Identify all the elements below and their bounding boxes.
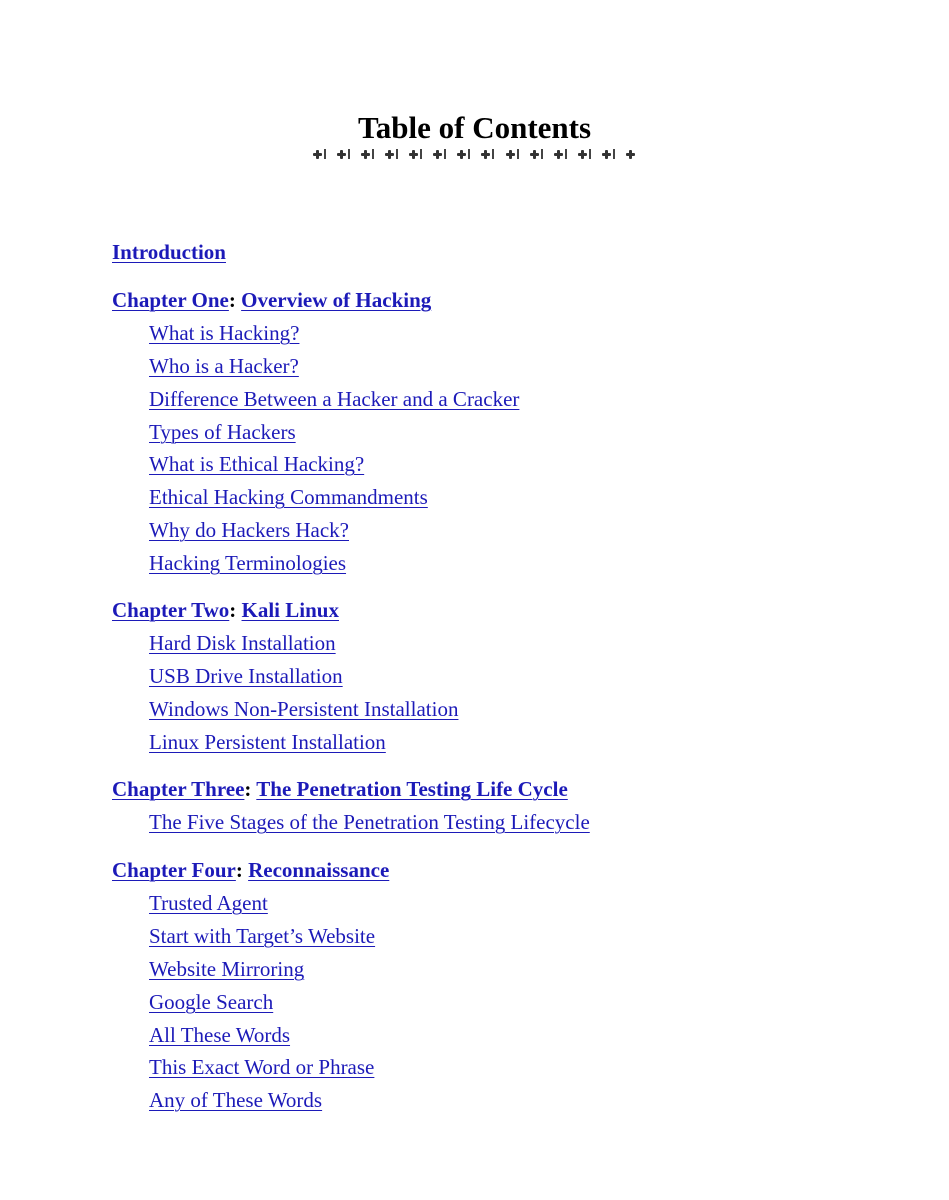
link-linux-persistent-installation[interactable]: Linux Persistent Installation: [149, 730, 386, 754]
link-chapter-one-label[interactable]: Chapter One: [112, 288, 229, 312]
toc-section: [149, 1021, 290, 1049]
link-chapter-two-title[interactable]: Kali Linux: [241, 598, 339, 622]
toc-section: [149, 1053, 374, 1081]
link-hard-disk-installation[interactable]: Hard Disk Installation: [149, 631, 336, 655]
toc-chapter-one: [112, 286, 431, 314]
toc-section: [149, 728, 386, 756]
link-start-with-targets-website[interactable]: Start with Target’s Website: [149, 924, 376, 948]
toc-section: [149, 450, 364, 478]
link-chapter-three-label[interactable]: Chapter Three: [112, 777, 245, 801]
toc-chapter-three: [112, 775, 568, 803]
toc-entry-introduction: [112, 238, 226, 266]
link-what-is-hacking[interactable]: What is Hacking?: [149, 321, 300, 345]
toc-section: [149, 418, 296, 446]
link-windows-non-persistent-installation[interactable]: Windows Non-Persistent Installation: [149, 697, 459, 721]
link-this-exact-word-or-phrase[interactable]: This Exact Word or Phrase: [149, 1055, 375, 1079]
toc-section: [149, 629, 336, 657]
link-introduction[interactable]: Introduction: [112, 240, 226, 264]
toc-section: [149, 319, 299, 347]
link-chapter-two-label[interactable]: Chapter Two: [112, 598, 230, 622]
toc-section: [149, 889, 268, 917]
toc-section: [149, 922, 375, 950]
link-chapter-one-title[interactable]: Overview of Hacking: [241, 288, 432, 312]
toc-section: [149, 955, 304, 983]
link-chapter-three-title[interactable]: The Penetration Testing Life Cycle: [256, 777, 568, 801]
chapter-separator: :: [229, 598, 237, 622]
toc-section: [149, 549, 346, 577]
link-google-search[interactable]: Google Search: [149, 990, 274, 1014]
link-five-stages-lifecycle[interactable]: The Five Stages of the Penetration Testing Lifecycle: [149, 810, 590, 834]
link-who-is-a-hacker[interactable]: Who is a Hacker?: [149, 354, 299, 378]
link-chapter-four-label[interactable]: Chapter Four: [112, 858, 236, 882]
toc-section: [149, 352, 299, 380]
link-why-do-hackers-hack[interactable]: Why do Hackers Hack?: [149, 518, 349, 542]
toc-section: [149, 516, 349, 544]
toc-section: [149, 988, 273, 1016]
link-hacker-vs-cracker[interactable]: Difference Between a Hacker and a Cracker: [149, 387, 520, 411]
toc-chapter-four: [112, 856, 389, 884]
link-what-is-ethical-hacking[interactable]: What is Ethical Hacking?: [149, 452, 365, 476]
link-any-of-these-words[interactable]: Any of These Words: [149, 1088, 323, 1112]
chapter-separator: :: [235, 858, 243, 882]
chapter-separator: :: [244, 777, 252, 801]
link-all-these-words[interactable]: All These Words: [149, 1023, 291, 1047]
chapter-separator: :: [228, 288, 236, 312]
page-title: Table of Contents: [357, 110, 592, 145]
toc-section: [149, 1086, 322, 1114]
link-usb-drive-installation[interactable]: USB Drive Installation: [149, 664, 343, 688]
toc-section: [149, 385, 519, 413]
toc-section: [149, 662, 343, 690]
toc-section: [149, 695, 458, 723]
toc-section: [149, 483, 428, 511]
link-chapter-four-title[interactable]: Reconnaissance: [248, 858, 390, 882]
link-hacking-terminologies[interactable]: Hacking Terminologies: [149, 551, 347, 575]
link-trusted-agent[interactable]: Trusted Agent: [149, 891, 268, 915]
toc-chapter-two: [112, 596, 339, 624]
toc-section: [149, 808, 590, 836]
link-types-of-hackers[interactable]: Types of Hackers: [149, 420, 296, 444]
link-ethical-hacking-commandments[interactable]: Ethical Hacking Commandments: [149, 485, 428, 509]
link-website-mirroring[interactable]: Website Mirroring: [149, 957, 305, 981]
